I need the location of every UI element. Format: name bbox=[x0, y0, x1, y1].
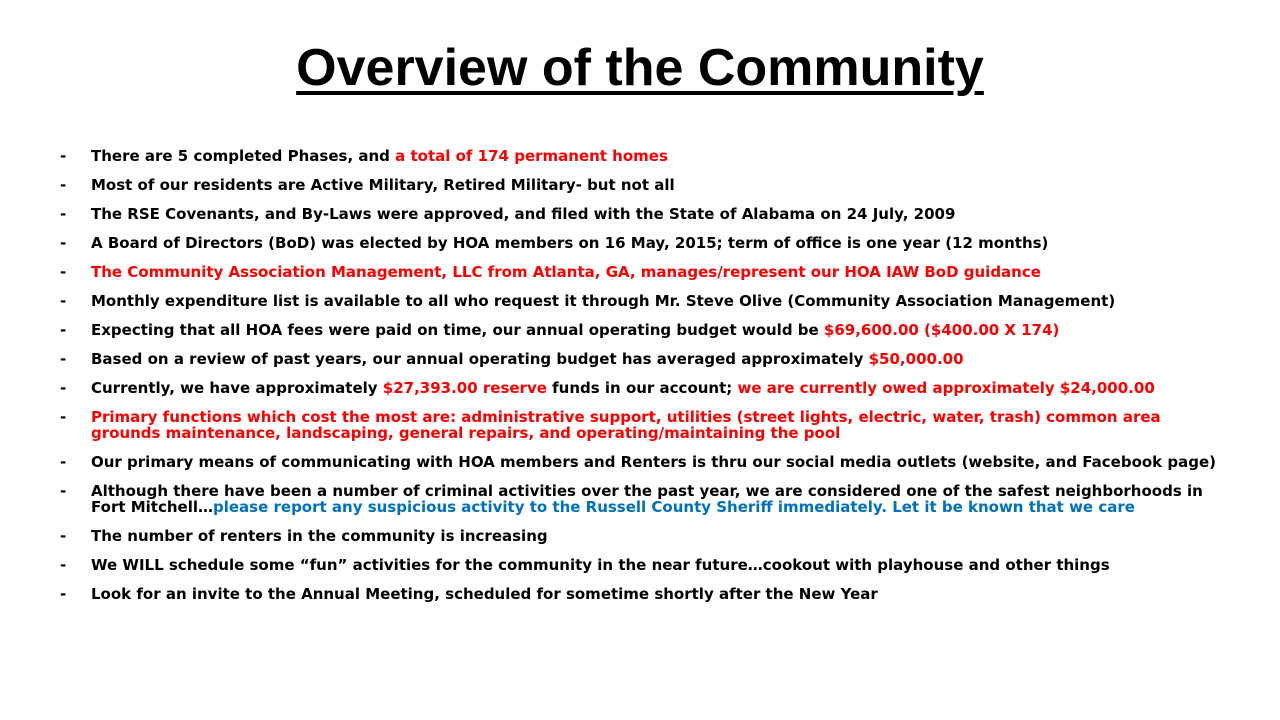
bullet-item bbox=[60, 557, 1220, 573]
bullet-text-segment: Although there have been a number of criminal activities over the past year, we are considered one of the safest neighborhoods in Fort Mitchell… bbox=[91, 482, 1203, 516]
bullet-item bbox=[60, 148, 1220, 164]
bullet-item bbox=[60, 235, 1220, 251]
bullet-text-segment: please report any suspicious activity to the Russell County Sheriff immediately. Let it be known that we care bbox=[213, 498, 1135, 516]
bullet-text-segment: Look for an invite to the Annual Meeting, scheduled for sometime shortly after the New Year bbox=[91, 585, 878, 603]
bullet-dash: - bbox=[60, 482, 67, 500]
bullet-item bbox=[60, 177, 1220, 193]
bullet-item bbox=[60, 586, 1220, 602]
bullet-item bbox=[60, 528, 1220, 544]
bullet-text-segment: funds in our account; bbox=[552, 379, 738, 397]
bullet-dash: - bbox=[60, 408, 67, 426]
bullet-text-segment: The Community Association Management, LLC from Atlanta, GA, manages/represent our HOA IAW BoD guidance bbox=[91, 263, 1041, 281]
bullet-item bbox=[60, 409, 1220, 441]
bullet-text-segment: Primary functions which cost the most are: administrative support, utilities (street lights, electric, water, trash) common area grounds maintenance, landscaping, general repairs, and operating/maintaining the pool bbox=[91, 408, 1161, 442]
slide-title: Overview of the Community bbox=[296, 39, 984, 97]
bullet-dash: - bbox=[60, 292, 67, 310]
bullet-item bbox=[60, 380, 1220, 396]
bullet-item bbox=[60, 322, 1220, 338]
bullet-item bbox=[60, 483, 1220, 515]
bullet-text-segment: Our primary means of communicating with HOA members and Renters is thru our social media outlets (website, and Facebook page) bbox=[91, 453, 1217, 471]
bullet-text-segment: We WILL schedule some “fun” activities for the community in the near future…cookout with playhouse and other things bbox=[91, 556, 1110, 574]
bullet-dash: - bbox=[60, 147, 67, 165]
bullet-dash: - bbox=[60, 176, 67, 194]
bullet-text-segment: Monthly expenditure list is available to all who request it through Mr. Steve Olive (Community Association Management) bbox=[91, 292, 1116, 310]
bullet-list bbox=[60, 148, 1220, 615]
bullet-dash: - bbox=[60, 453, 67, 471]
bullet-text-segment: Most of our residents are Active Military, Retired Military- but not all bbox=[91, 176, 675, 194]
bullet-dash: - bbox=[60, 263, 67, 281]
bullet-dash: - bbox=[60, 234, 67, 252]
bullet-text-segment: we are currently owed approximately $24,000.00 bbox=[737, 379, 1155, 397]
bullet-dash: - bbox=[60, 527, 67, 545]
bullet-dash: - bbox=[60, 379, 67, 397]
bullet-text-segment: The number of renters in the community is increasing bbox=[91, 527, 548, 545]
bullet-item bbox=[60, 264, 1220, 280]
bullet-text-segment: Expecting that all HOA fees were paid on time, our annual operating budget would be bbox=[91, 321, 824, 339]
bullet-dash: - bbox=[60, 556, 67, 574]
bullet-text-segment: $27,393.00 reserve bbox=[382, 379, 553, 397]
bullet-text-segment: A Board of Directors (BoD) was elected by HOA members on 16 May, 2015; term of office is one year (12 months) bbox=[91, 234, 1049, 252]
bullet-text-segment: There are 5 completed Phases, and bbox=[91, 147, 396, 165]
bullet-item bbox=[60, 293, 1220, 309]
bullet-text-segment: Currently, we have approximately bbox=[91, 379, 383, 397]
bullet-dash: - bbox=[60, 205, 67, 223]
bullet-item bbox=[60, 351, 1220, 367]
bullet-text-segment: $50,000.00 bbox=[868, 350, 964, 368]
bullet-text-segment: a total of 174 permanent homes bbox=[395, 147, 668, 165]
bullet-text-segment: The RSE Covenants, and By-Laws were approved, and filed with the State of Alabama on 24 July, 2009 bbox=[91, 205, 956, 223]
bullet-item bbox=[60, 206, 1220, 222]
bullet-dash: - bbox=[60, 585, 67, 603]
bullet-dash: - bbox=[60, 350, 67, 368]
bullet-text-segment: $69,600.00 ($400.00 X 174) bbox=[823, 321, 1060, 339]
bullet-dash: - bbox=[60, 321, 67, 339]
bullet-text-segment: Based on a review of past years, our annual operating budget has averaged approximately bbox=[91, 350, 869, 368]
bullet-item bbox=[60, 454, 1220, 470]
